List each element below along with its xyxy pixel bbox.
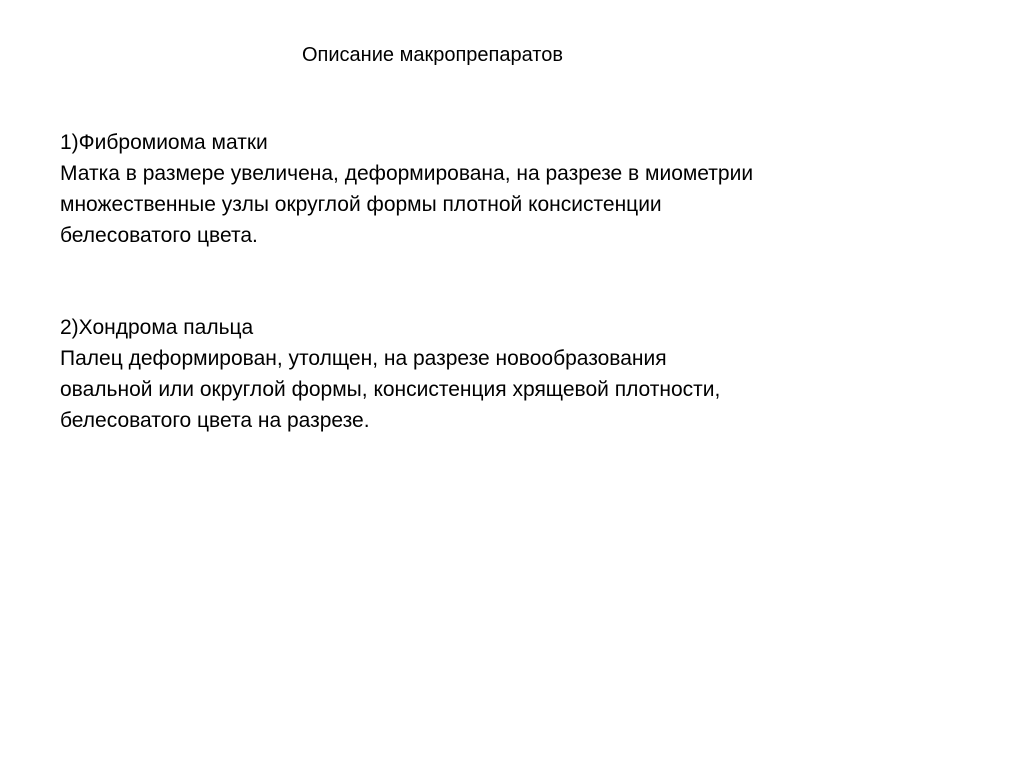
section-heading: 1)Фибромиома матки: [60, 131, 268, 154]
section-chondroma: [60, 312, 720, 436]
section-text-line: Палец деформирован, утолщен, на разрезе новообразования: [60, 347, 667, 370]
page-title: Описание макропрепаратов: [302, 44, 563, 66]
section-text-line: Матка в размере увеличена, деформирована, на разрезе в миометрии: [60, 162, 754, 185]
section-text-line: множественные узлы округлой формы плотной консистенции: [60, 193, 662, 216]
section-text-line: белесоватого цвета на разрезе.: [60, 409, 370, 432]
section-heading: 2)Хондрома пальца: [60, 316, 254, 339]
section-text-line: овальной или округлой формы, консистенция хрящевой плотности,: [60, 378, 721, 401]
section-text-line: белесоватого цвета.: [60, 224, 258, 247]
section-fibromyoma: [60, 127, 753, 251]
